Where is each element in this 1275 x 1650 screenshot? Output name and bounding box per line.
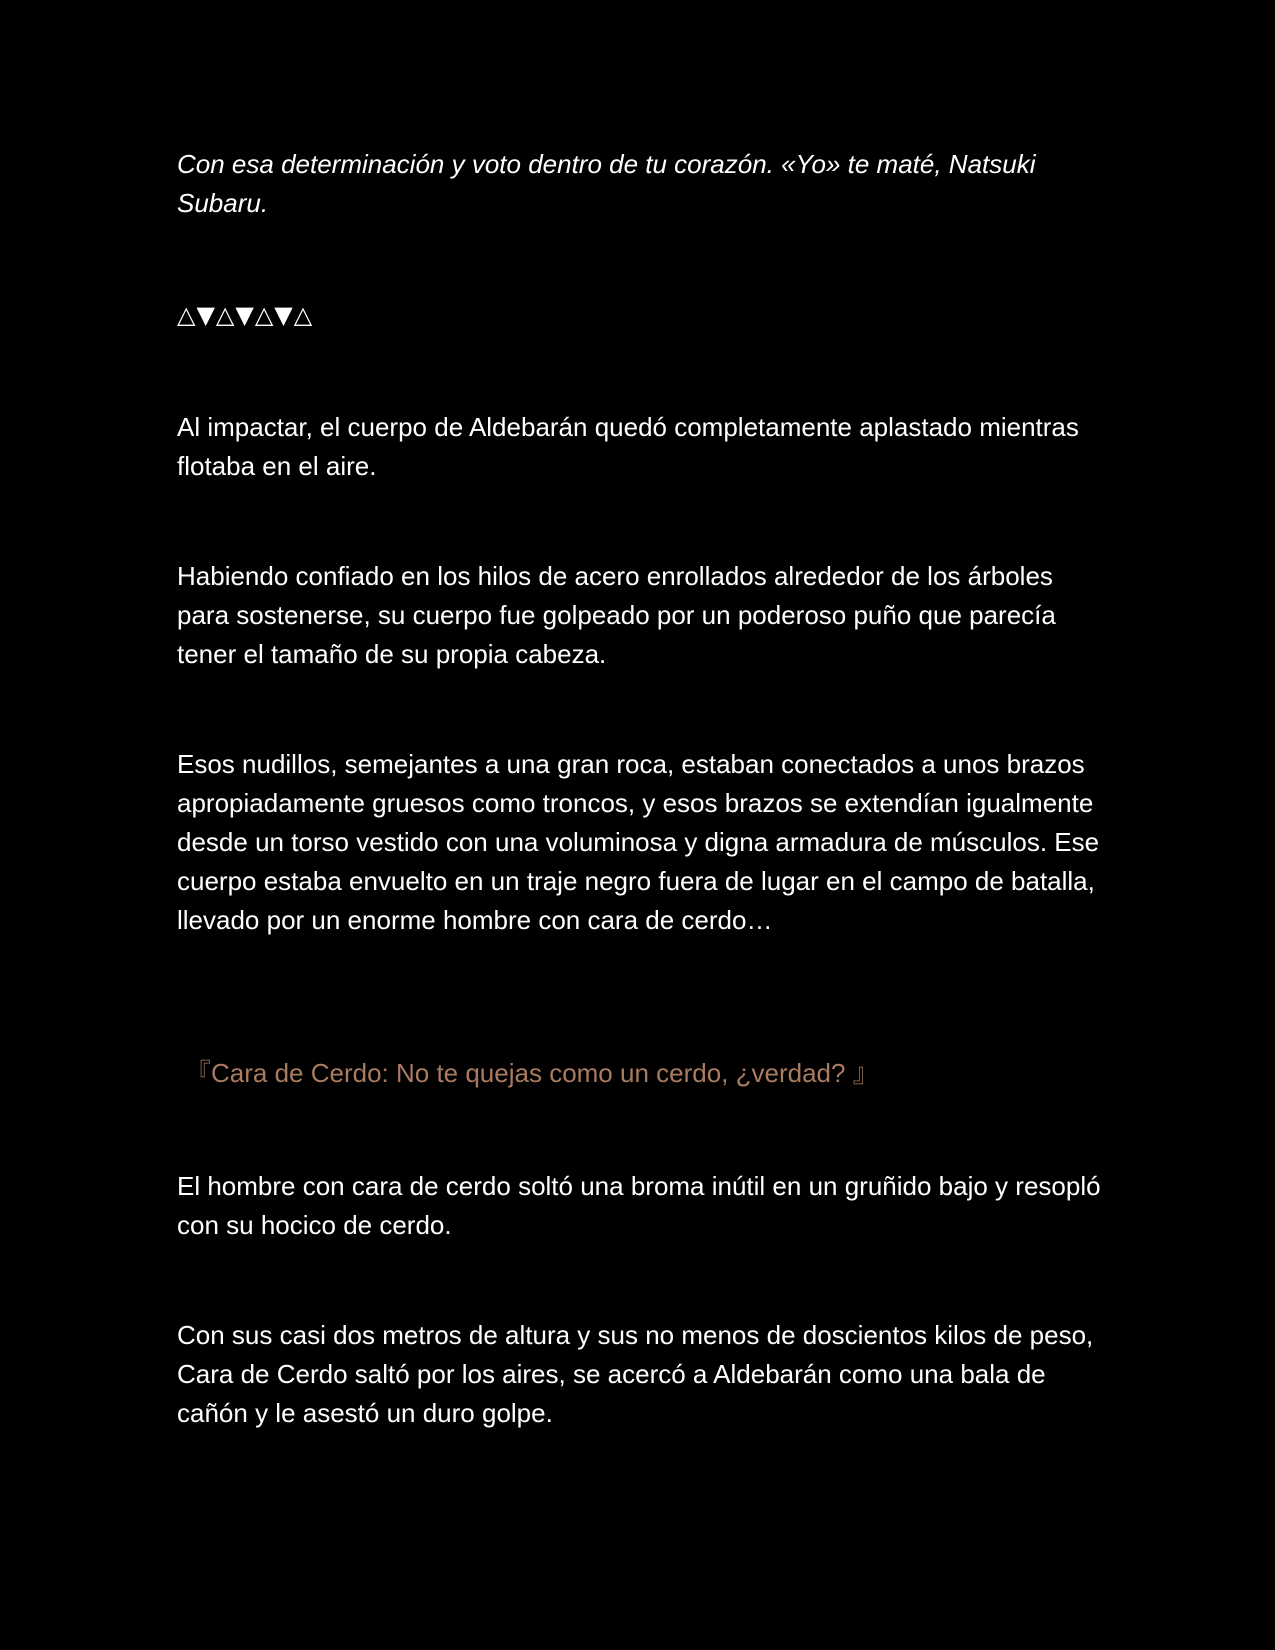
paragraph-pig-face-description: Esos nudillos, semejantes a una gran roca, estaban conectados a unos brazos apropiadamente gruesos como troncos, y esos brazos se extendían igualmente desde un torso vestido con una voluminosa y digna armadura de músculos. Ese cuerpo estaba envuelto en un traje negro fuera de lugar en el campo de batalla, llevado por un enorme hombre con cara de cerdo… [177,749,1100,935]
paragraph-joke: El hombre con cara de cerdo soltó una broma inútil en un gruñido bajo y resopló con su hocico de cerdo. [177,1171,1101,1240]
paragraph-opening-italic: Con esa determinación y voto dentro de tu corazón. «Yo» te maté, Natsuki Subaru. [177,149,1036,218]
dialogue-line-pig-face: 『Cara de Cerdo: No te quejas como un cerdo, ¿verdad? 』 [185,1058,879,1088]
paragraph-steel-threads: Habiendo confiado en los hilos de acero enrollados alrededor de los árboles para sostenerse, su cuerpo fue golpeado por un poderoso puño que parecía tener el tamaño de su propia cabeza. [177,561,1056,669]
paragraph-impact: Al impactar, el cuerpo de Aldebarán quedó completamente aplastado mientras flotaba en el aire. [177,412,1079,481]
paragraph-cannonball: Con sus casi dos metros de altura y sus no menos de doscientos kilos de peso, Cara de Cerdo saltó por los aires, se acercó a Aldebarán como una bala de cañón y le asestó un duro golpe. [177,1320,1094,1428]
scene-break-divider: △▼△▼△▼△ [177,301,314,329]
